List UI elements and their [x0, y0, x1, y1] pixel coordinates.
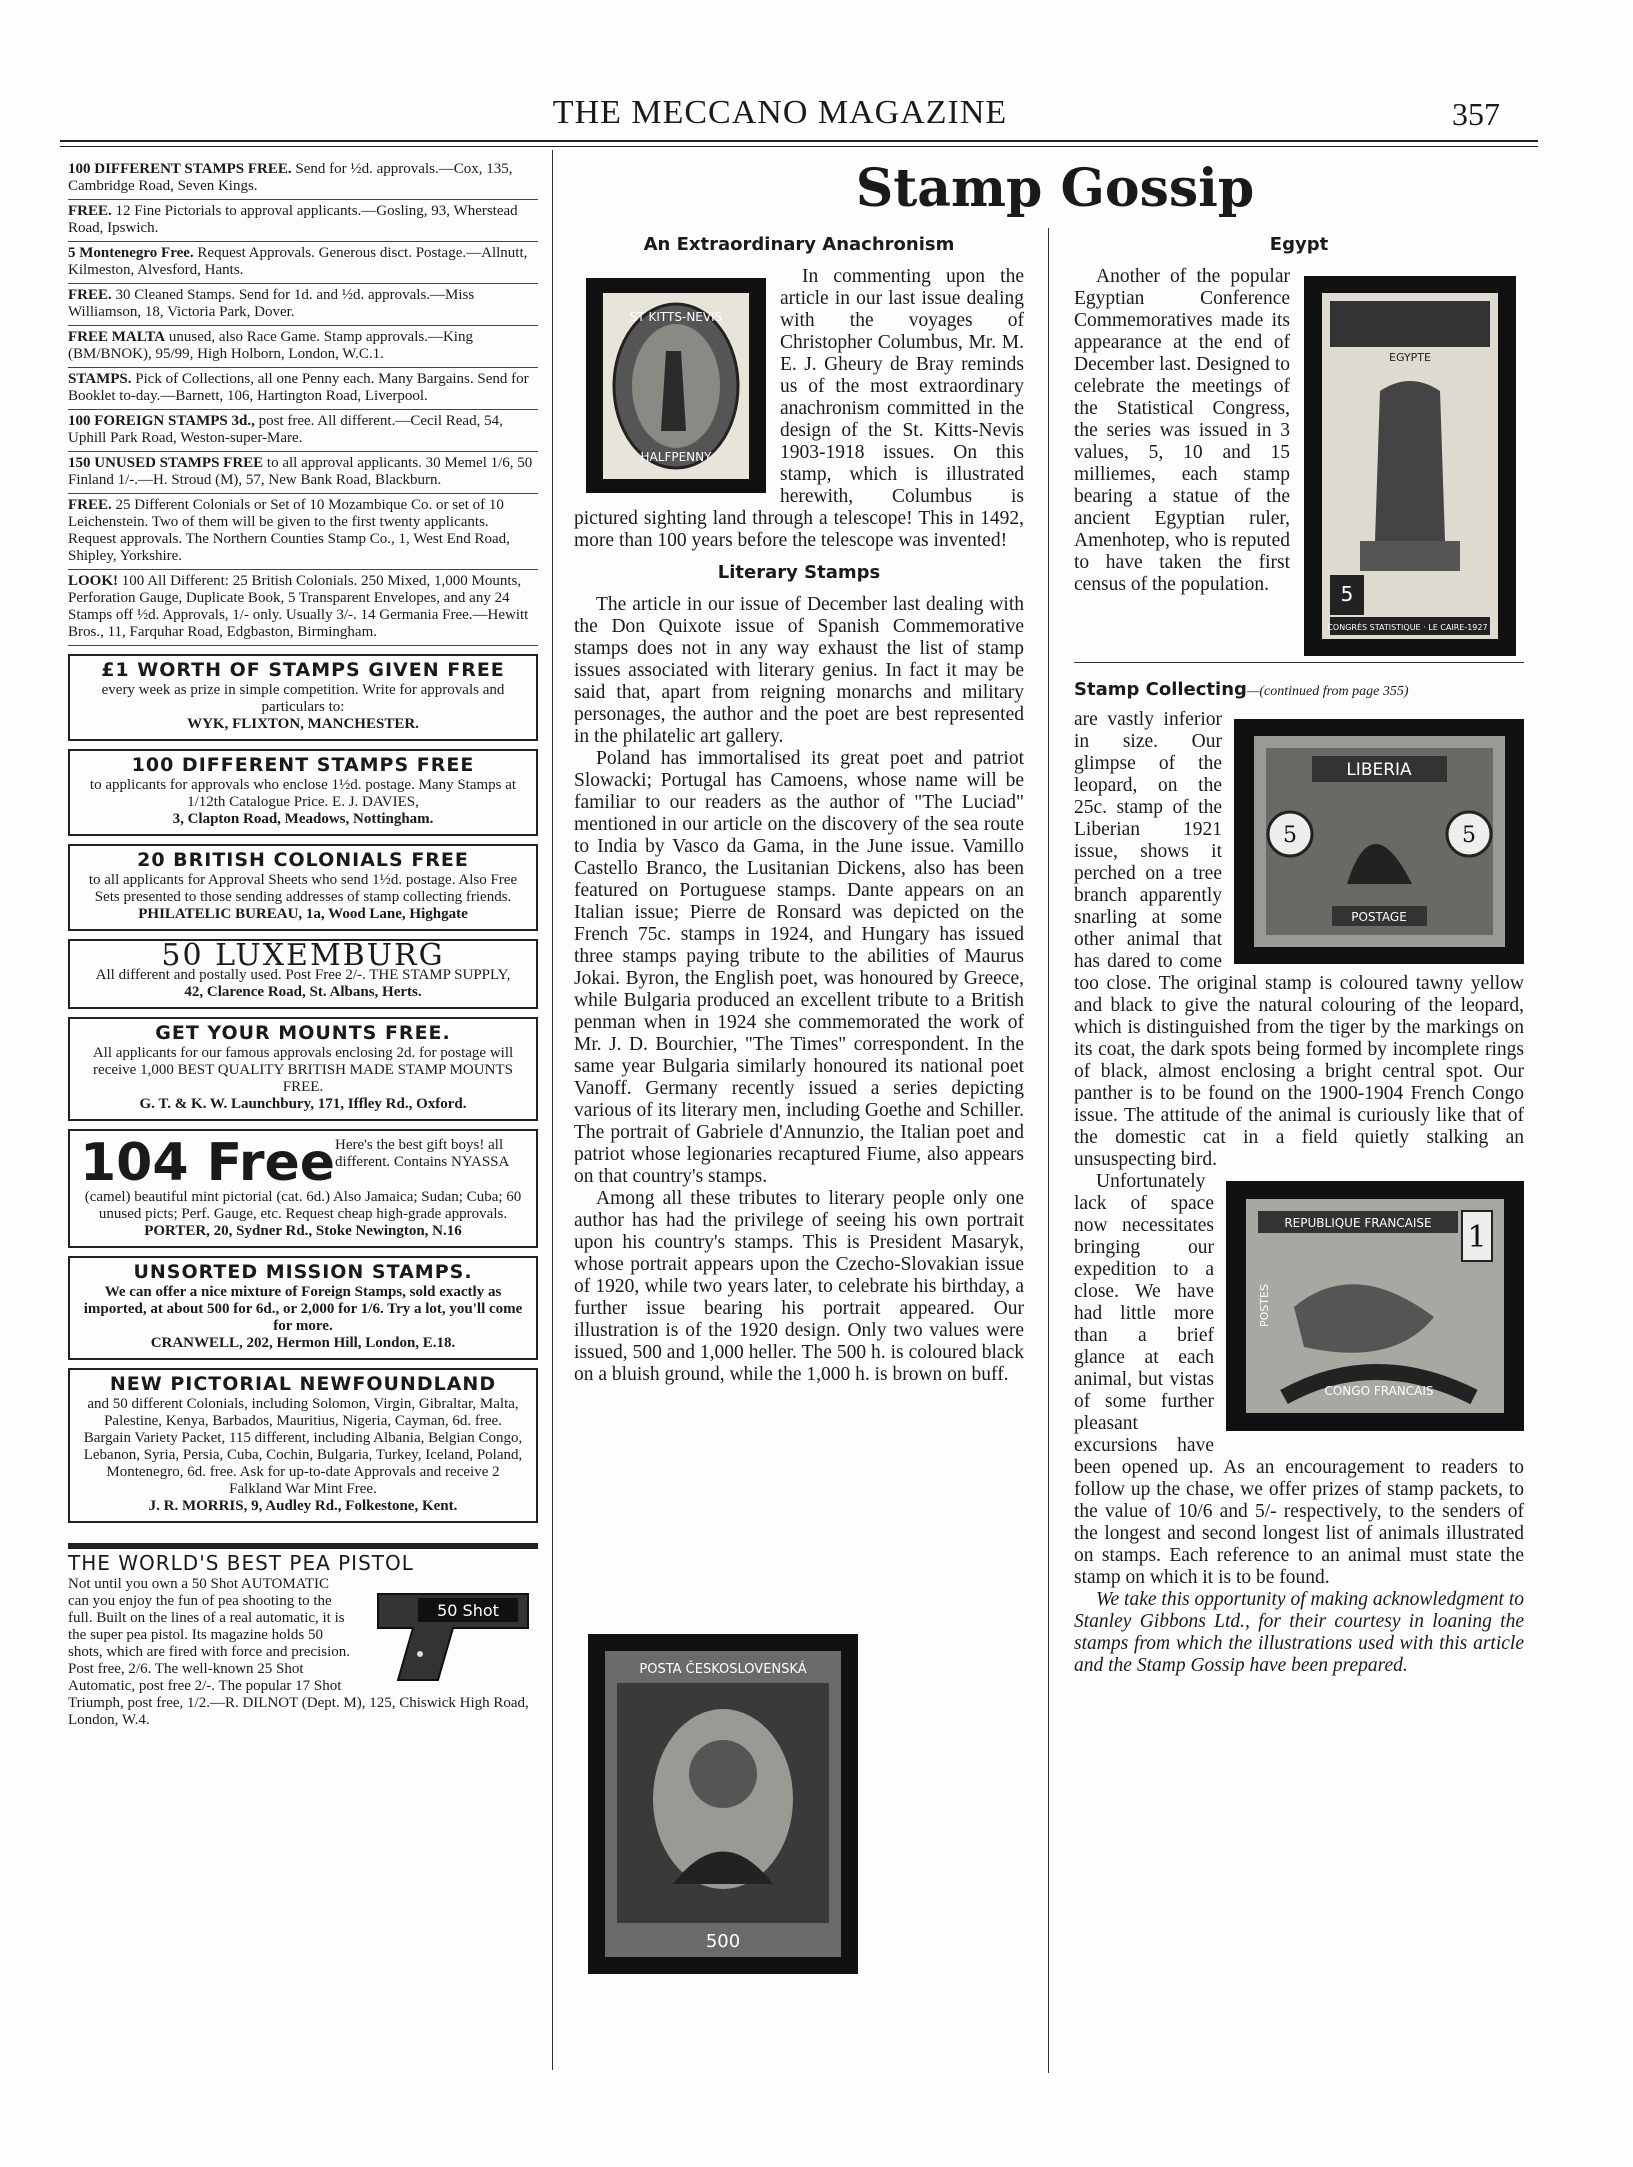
classified-ad-text: Send for ½d. approvals.—Cox, 135, Cambridge Road, Seven Kings.: [68, 161, 513, 194]
article-title: Stamp Gossip: [855, 158, 1255, 219]
classified-ad-text: 12 Fine Pictorials to approval applicants.—Gosling, 93, Wherstead Road, Ipswich.: [68, 203, 518, 236]
classified-ad-lead: FREE.: [68, 287, 112, 303]
classified-ad-text: 30 Cleaned Stamps. Send for 1d. and ½d. approvals.—Miss Williamson, 18, Victoria Park, Dover.: [68, 287, 475, 320]
st-kitts-stamp: [586, 278, 766, 493]
czechoslovakia-stamp: [588, 1634, 858, 1974]
classified-ad-lead: LOOK!: [68, 573, 119, 589]
classified-ad-lead: STAMPS.: [68, 371, 132, 387]
ad-heading: 104 Free: [80, 1133, 336, 1193]
classified-ad: [68, 368, 538, 410]
stamp-text: 1: [1467, 1220, 1487, 1255]
ad-address: PORTER, 20, Sydner Rd., Stoke Newington, N.16: [144, 1223, 462, 1239]
classified-ad-lead: FREE MALTA: [68, 329, 166, 345]
middle-column: [574, 224, 1024, 1386]
classified-ad-lead: 100 DIFFERENT STAMPS FREE.: [68, 161, 292, 177]
classified-ad-lead: 5 Montenegro Free.: [68, 245, 194, 261]
stamp-text: 5: [1340, 582, 1354, 606]
ad-heading: 100 DIFFERENT STAMPS FREE: [131, 754, 475, 776]
magazine-title: THE MECCANO MAGAZINE: [552, 94, 1008, 131]
classified-ad: [68, 452, 538, 494]
header-rule-thin: [60, 146, 1538, 147]
ad-heading: UNSORTED MISSION STAMPS.: [133, 1261, 473, 1283]
stamp-text: 500: [705, 1931, 741, 1952]
ad-worth-free: [68, 654, 538, 741]
liberia-stamp: [1234, 719, 1524, 964]
stamp-text: POSTA ČESKOSLOVENSKÁ: [639, 1662, 807, 1677]
ad-heading: 20 BRITISH COLONIALS FREE: [137, 849, 469, 871]
egypt-stamp: [1304, 276, 1516, 656]
paragraph: Among all these tributes to literary people only one author has had the privilege of seeing his own portrait upon his country's stamps. This is President Masaryk, whose portrait appears upon the Czecho-Slovakian issue of 1920, while two years later, to celebrate his birthday, a further issue bearing his portrait appeared. Our illustration is of the 1920 design. Only two values were issued, 500 and 1,000 heller. The 500 h. is coloured black on a bluish ground, while the 1,000 h. is brown on buff.: [574, 1188, 1024, 1385]
ad-british-colonials: [68, 844, 538, 931]
ad-mission-stamps: [68, 1256, 538, 1360]
page-header: [60, 88, 1500, 148]
ad-pea-pistol: [68, 1543, 538, 1729]
ad-body: We can offer a nice mixture of Foreign Stamps, sold exactly as imported, at about 500 for 6d., or 2,000 for 1/6. Try a lot, you'll come for more.: [83, 1284, 523, 1334]
ad-heading: THE WORLD'S BEST PEA PISTOL: [68, 1551, 414, 1575]
column-divider: [552, 150, 553, 2070]
ad-heading: 50 LUXEMBURG: [161, 938, 445, 973]
classified-ad: [68, 570, 538, 646]
stamp-text: ST KITTS-NEVIS: [629, 309, 723, 324]
stamp-text: REPUBLIQUE FRANCAISE: [1284, 1216, 1432, 1230]
stamp-text: CONGO FRANCAIS: [1324, 1384, 1434, 1398]
classified-ad-lead: FREE.: [68, 203, 112, 219]
ad-subheading: Here's the best gift boys! all different. Contains NYASSA: [335, 1137, 510, 1170]
acknowledgment: We take this opportunity of making acknowledgment to Stanley Gibbons Ltd., for their courtesy in loaning the stamps from which the illustrations used with this article and the Stamp Gossip have been prepared.: [1074, 1589, 1524, 1676]
paragraph: In commenting upon the article in our last issue dealing with the voyages of Christopher Columbus, Mr. M. E. J. Gheury de Bray reminds us of the most extraordinary anachronism committed in the design of the St. Kitts-Nevis 1903-1918 issues. On this stamp, which is illustrated herewith, Columbus is pictured sighting land through a telescope! This in 1492, more than 100 years before the telescope was invented!: [574, 266, 1024, 551]
classified-ad: [68, 326, 538, 368]
stamp-text: 5: [1282, 823, 1297, 848]
ad-newfoundland: [68, 1368, 538, 1523]
ad-heading: NEW PICTORIAL NEWFOUNDLAND: [109, 1373, 497, 1395]
ad-body: every week as prize in simple competition. Write for approvals and particulars to:: [101, 682, 505, 715]
ad-address: 42, Clarence Road, St. Albans, Herts.: [184, 984, 422, 1000]
paragraph: are vastly inferior in size. Our glimpse of the leopard, on the 25c. stamp of the Liberian 1921 issue, shows it perched on a tree branch apparently snarling at some other animal that has dared to come too close. The original stamp is coloured tawny yellow and black to give the natural colouring of the leopard, which is distinguished from the tiger by the markings on its coat, the dark spots being formed by incomplete rings of black, almost enclosing a bright central spot. Our panther is to be found on the 1900-1904 French Congo issue. The attitude of the animal is curiously like that of the domestic cat in a field quietly stalking an unsuspecting bird.: [1074, 709, 1524, 1170]
paragraph: Unfortunately lack of space now necessitates bringing our expedition to a close. We have had little more than a brief glance at each animal, but vistas of some further pleasant excursions have been opened up. As an encouragement to readers to follow up the chase, we offer prizes of stamp packets, to the value of 10/6 and 5/- respectively, to the senders of the longest and second longest list of animals illustrated on stamps. Each reference to an animal must state the stamp on which it is to be found.: [1074, 1171, 1524, 1588]
header-rule: [60, 140, 1538, 142]
classified-ad-text: Request Approvals. Generous disct. Postage.—Allnutt, Kilmeston, Alvesford, Hants.: [68, 245, 528, 278]
section-heading: Stamp Collecting: [1074, 679, 1247, 700]
classified-ad: [68, 158, 538, 200]
stamp-text: 5: [1461, 823, 1476, 848]
ad-body: All different and postally used. Post Free 2/-. THE STAMP SUPPLY,: [95, 967, 511, 983]
ad-body: to applicants for approvals who enclose 1½d. postage. Many Stamps at 1/12th Catalogue Price. E. J. DAVIES,: [89, 777, 517, 810]
paragraph: Another of the popular Egyptian Conference Commemoratives made its appearance at the end of December last. Designed to celebrate the meetings of the Statistical Congress, the series was issued in 3 values, 5, 10 and 15 milliemes, each stamp bearing a statue of the ancient Egyptian ruler, Amenhotep, who is reputed to have taken the first census of the population.: [1074, 266, 1290, 595]
ad-hundred-free: [68, 749, 538, 836]
ad-body: Not until you own a 50 Shot AUTOMATIC can you enjoy the fun of pea shooting to the full. Built on the lines of a real automatic, it is the super pea pistol. Its magazine holds 50 shots, which are fired with force and precision. Post free, 2/6. The well-known 25 Shot Automatic, post free 2/-. The popular 17 Shot Triumph, post free, 1/2.—R. DILNOT (Dept. M), 125, Chiswick High Road, London, W.4.: [68, 1576, 529, 1728]
classified-ad: [68, 284, 538, 326]
classified-ads: [68, 158, 538, 646]
ad-104-free: [68, 1129, 538, 1248]
pistol-label: 50 Shot: [437, 1601, 499, 1620]
section-heading-anachronism: An Extraordinary Anachronism: [643, 234, 955, 255]
stamp-text: EGYPTE: [1389, 351, 1431, 364]
section-heading-literary: Literary Stamps: [717, 562, 881, 583]
classified-ad: [68, 410, 538, 452]
classified-ad-text: Pick of Collections, all one Penny each. Many Bargains. Send for Booklet to-day.—Barnett, 106, Hartington Road, Liverpool.: [68, 371, 529, 404]
ad-heading: £1 WORTH OF STAMPS GIVEN FREE: [101, 659, 505, 681]
ad-heading: GET YOUR MOUNTS FREE.: [155, 1022, 451, 1044]
ad-address: G. T. & K. W. Launchbury, 171, Iffley Rd., Oxford.: [139, 1096, 467, 1112]
ad-body: All applicants for our famous approvals enclosing 2d. for postage will receive 1,000 BEST QUALITY BRITISH MADE STAMP MOUNTS FREE.: [92, 1045, 514, 1095]
classified-ad: [68, 242, 538, 284]
french-congo-stamp: [1226, 1181, 1524, 1431]
stamp-text: CONGRÈS STATISTIQUE · LE CAIRE-1927 ·: [1327, 623, 1493, 632]
column-divider: [1048, 228, 1049, 2073]
pea-pistol-illustration: [358, 1576, 538, 1686]
stamp-text: HALFPENNY: [640, 449, 712, 464]
classified-ad: [68, 494, 538, 570]
classified-ad-text: 100 All Different: 25 British Colonials. 250 Mixed, 1,000 Mounts, Perforation Gauge, Duplicate Book, 5 Transparent Envelopes, and any 24 Stamps off ½d. Approvals, 1/- only. Usually 3/-. 14 Germania Free.—Hewitt Bros., 11, Farquhar Road, Edgbaston, Birmingham.: [68, 573, 529, 640]
ad-address: J. R. MORRIS, 9, Audley Rd., Folkestone, Kent.: [148, 1498, 458, 1514]
classified-ad: [68, 200, 538, 242]
section-heading-egypt: Egypt: [1269, 234, 1329, 255]
stamp-collecting-heading: [1074, 679, 1524, 703]
section-divider: [1074, 662, 1524, 663]
page-number: 357: [1452, 96, 1500, 132]
ad-address: CRANWELL, 202, Hermon Hill, London, E.18.: [150, 1335, 456, 1351]
classified-ad-text: post free. All different.—Cecil Read, 54, Uphill Park Road, Weston-super-Mare.: [68, 413, 503, 446]
classified-ad-lead: FREE.: [68, 497, 112, 513]
paragraph: The article in our issue of December last dealing with the Don Quixote issue of Spanish Commemorative stamps does not in any way exhaust the list of stamp issues associated with literary genius. In fact it may be said that, apart from reigning monarchs and military personages, the author and the poet are best represented in the philatelic art gallery.: [574, 594, 1024, 747]
classified-ad-text: 25 Different Colonials or Set of 10 Mozambique Co. or set of 10 Leichenstein. Two of them will be given to the first twenty applicants. Request approvals. The Northern Counties Stamp Co., 1, West End Road, Shipley, Yorkshire.: [68, 497, 510, 564]
advertisement-column: [68, 158, 538, 1729]
ad-address: PHILATELIC BUREAU, 1a, Wood Lane, Highgate: [138, 906, 468, 922]
stamp-text: POSTES: [1258, 1284, 1271, 1327]
ad-body: and 50 different Colonials, including Solomon, Virgin, Gibraltar, Malta, Palestine, Kenya, Barbados, Mauritius, Nigeria, Cayman, 6d. free. Bargain Variety Packet, 115 different, including Albania, Belgian Congo, Lebanon, Syria, Persia, Cuba, Cochin, Bulgaria, Turkey, Iceland, Poland, Montenegro, 6d. free. Ask for up-to-date Approvals and receive 2 Falkland War Mint Free.: [83, 1396, 523, 1497]
ad-mounts-free: [68, 1017, 538, 1121]
classified-ad-lead: 100 FOREIGN STAMPS 3d.,: [68, 413, 255, 429]
ad-address: WYK, FLIXTON, MANCHESTER.: [187, 716, 419, 732]
ad-luxemburg: [68, 939, 538, 1009]
classified-ad-text: to all approval applicants. 30 Memel 1/6, 50 Finland 1/-.—H. Stroud (M), 57, New Bank Road, Blackburn.: [68, 455, 533, 488]
right-column: [1074, 224, 1524, 1677]
classified-ad-lead: 150 UNUSED STAMPS FREE: [68, 455, 264, 471]
ad-body: (camel) beautiful mint pictorial (cat. 6d.) Also Jamaica; Sudan; Cuba; 60 unused picts; Perf. Gauge, etc. Request cheap high-grade approvals.: [84, 1189, 522, 1222]
paragraph: Poland has immortalised its great poet and patriot Slowacki; Portugal has Camoens, whose name will be familiar to our readers as the author of "The Luciad" mentioned in our article on the discovery of the sea route to India by Vasco da Gama, in the June issue. Vamillo Castello Branco, the Lusitanian Dickens, also has been featured on Portuguese stamps. Dante appears on an Italian issue; Pierre de Ronsard was depicted on the French 75c. stamps in 1924, and Hungary has issued three stamps paying tribute to the abilities of Maurus Jokai. Byron, the English poet, was honoured by Greece, while Bulgaria produced an excellent tribute to a British penman when in 1924 she commemorated the work of Mr. J. D. Bourchier, "The Times" correspondent. In the same year Bulgaria similarly honoured its national poet Vanoff. Germany recently issued a series depicting various of its literary men, including Goethe and Schiller. The portrait of Gabriele d'Annunzio, the Italian poet and patriot whose legionaries recaptured Fiume, also appears on that country's stamps.: [574, 748, 1024, 1187]
stamp-text: LIBERIA: [1345, 760, 1412, 780]
stamp-text: POSTAGE: [1350, 910, 1407, 924]
continued-note: —(continued from page 355): [1246, 684, 1409, 699]
ad-address: 3, Clapton Road, Meadows, Nottingham.: [172, 811, 434, 827]
classified-ad-text: unused, also Race Game. Stamp approvals.—King (BM/BNOK), 95/99, High Holborn, London, W.C.1.: [68, 329, 473, 362]
ad-body: to all applicants for Approval Sheets who send 1½d. postage. Also Free Sets presented to those sending addresses of stamp collecting friends.: [88, 872, 518, 905]
